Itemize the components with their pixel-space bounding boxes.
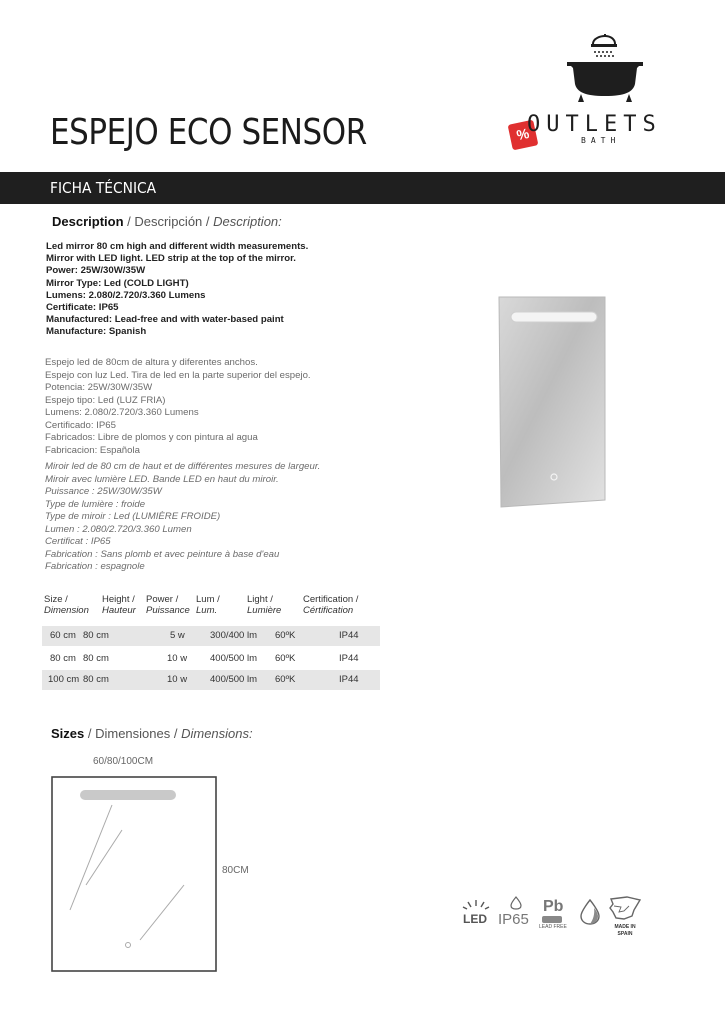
text-line: Mirror with LED light. LED strip at the top of the mirror. xyxy=(46,253,296,265)
table-row xyxy=(42,626,380,646)
description-heading-en: Description xyxy=(52,214,124,229)
description-heading: Description / Descripción / Description: xyxy=(52,214,282,229)
spain-map-icon xyxy=(607,896,643,922)
description-heading-es: Descripción xyxy=(134,214,203,229)
made-in-label: MADE IN xyxy=(614,924,636,930)
lead-free-mark xyxy=(542,916,562,923)
spain-label: SPAIN xyxy=(617,931,633,937)
lead-free-badge xyxy=(538,898,570,932)
table-header-certification: Certification / Cértification xyxy=(303,594,359,616)
cell-certification: IP44 xyxy=(339,630,359,641)
text-line: Power: 25W/30W/35W xyxy=(46,265,146,277)
ip65-badge xyxy=(498,896,534,932)
table-header-power: Power / Puissance xyxy=(146,594,190,616)
text-line: Espejo con luz Led. Tira de led en la parte superior del espejo. xyxy=(45,369,311,381)
cell-height: 80 cm xyxy=(83,653,109,664)
text-line: Espejo led de 80cm de altura y diferentes anchos. xyxy=(45,357,258,368)
text-line: Fabricacion: Española xyxy=(45,444,140,456)
made-in-spain-badge xyxy=(607,896,643,944)
cell-certification: IP44 xyxy=(339,674,359,685)
cell-lumens: 400/500 lm xyxy=(210,674,258,685)
text-line: Potencia: 25W/30W/35W xyxy=(45,382,153,393)
text-line: Fabricados: Libre de plomos y con pintura al agua xyxy=(45,432,258,443)
table-header-light: Light / Lumière xyxy=(247,594,282,616)
cell-height: 80 cm xyxy=(83,674,109,685)
lead-free-label: LEAD FREE xyxy=(539,924,567,930)
text-line: Lumens: 2.080/2.720/3.360 Lumens xyxy=(46,289,206,301)
cell-light: 60ºK xyxy=(275,630,296,641)
cell-light: 60ºK xyxy=(275,674,296,685)
cell-certification: IP44 xyxy=(339,653,359,664)
section-banner xyxy=(0,172,725,204)
table-row xyxy=(42,649,380,669)
mirror-product-image xyxy=(497,295,609,510)
sizes-heading-en: Sizes xyxy=(51,726,85,741)
water-based-paint-icon xyxy=(578,898,602,926)
cell-size: 60 cm xyxy=(50,630,76,641)
banner-title: FICHA TÉCNICA xyxy=(50,179,157,197)
brand-sub: BATH xyxy=(581,136,621,145)
table-header-lum: Lum / Lum. xyxy=(196,594,220,616)
sizes-heading-fr: Dimensions: xyxy=(181,726,253,741)
text-line: Type de lumière : froide xyxy=(45,498,146,510)
text-line: Fabrication : Sans plomb et avec peinture à base d'eau xyxy=(45,548,280,560)
text-line: Puissance : 25W/30W/35W xyxy=(45,486,162,497)
sizes-heading: Sizes / Dimensiones / Dimensions: xyxy=(51,726,253,741)
text-line: Espejo tipo: Led (LUZ FRIA) xyxy=(45,394,166,406)
mirror-dimension-drawing xyxy=(40,775,220,975)
brand-name: OUTLETS xyxy=(527,112,662,137)
led-light-icon xyxy=(460,898,492,912)
cell-size: 80 cm xyxy=(50,653,76,664)
width-dimension-label: 60/80/100CM xyxy=(93,756,154,767)
text-line: Led mirror 80 cm high and different width measurements. xyxy=(46,241,309,252)
cell-power: 5 w xyxy=(170,630,185,641)
cell-power: 10 w xyxy=(167,674,188,685)
table-row xyxy=(42,670,380,690)
description-french xyxy=(45,461,320,574)
cell-height: 80 cm xyxy=(83,630,109,641)
discount-badge-symbol: % xyxy=(515,124,531,144)
water-drop-icon xyxy=(510,896,522,910)
text-line: Manufactured: Lead-free and with water-based paint xyxy=(46,314,284,326)
description-heading-fr: Description: xyxy=(213,214,282,229)
text-line: Certificat : IP65 xyxy=(45,536,111,547)
led-label: LED xyxy=(463,912,487,926)
pb-icon: Pb xyxy=(543,898,564,915)
description-english xyxy=(46,241,308,339)
cell-light: 60ºK xyxy=(275,653,296,664)
cell-size: 100 cm xyxy=(48,674,80,685)
text-line: Miroir avec lumière LED. Bande LED en haut du miroir. xyxy=(45,473,279,485)
ip65-label: IP65 xyxy=(498,911,529,928)
bathtub-shower-icon xyxy=(565,34,645,106)
text-line: Fabrication : espagnole xyxy=(45,561,145,572)
sizes-heading-es: Dimensiones xyxy=(95,726,171,741)
cell-power: 10 w xyxy=(167,653,188,664)
text-line: Certificate: IP65 xyxy=(46,302,119,314)
text-line: Type de miroir : Led (LUMIÈRE FROIDE) xyxy=(45,511,221,522)
led-badge xyxy=(460,898,492,930)
table-header-height: Height / Hauteur xyxy=(102,594,136,616)
text-line: Lumen : 2.080/2.720/3.360 Lumen xyxy=(45,523,192,535)
page-title: ESPEJO ECO SENSOR xyxy=(50,112,367,153)
text-line: Mirror Type: Led (COLD LIGHT) xyxy=(46,277,189,289)
brand-logo xyxy=(505,34,670,156)
description-spanish xyxy=(45,357,311,457)
text-line: Lumens: 2.080/2.720/3.360 Lumens xyxy=(45,407,199,418)
text-line: Certificado: IP65 xyxy=(45,419,116,431)
cell-lumens: 400/500 lm xyxy=(210,653,258,664)
table-header-size: Size / Dimension xyxy=(44,594,89,616)
text-line: Manufacture: Spanish xyxy=(46,326,147,338)
text-line: Miroir led de 80 cm de haut et de différentes mesures de largeur. xyxy=(45,461,321,472)
cell-lumens: 300/400 lm xyxy=(210,630,258,641)
height-dimension-label: 80CM xyxy=(222,865,249,876)
